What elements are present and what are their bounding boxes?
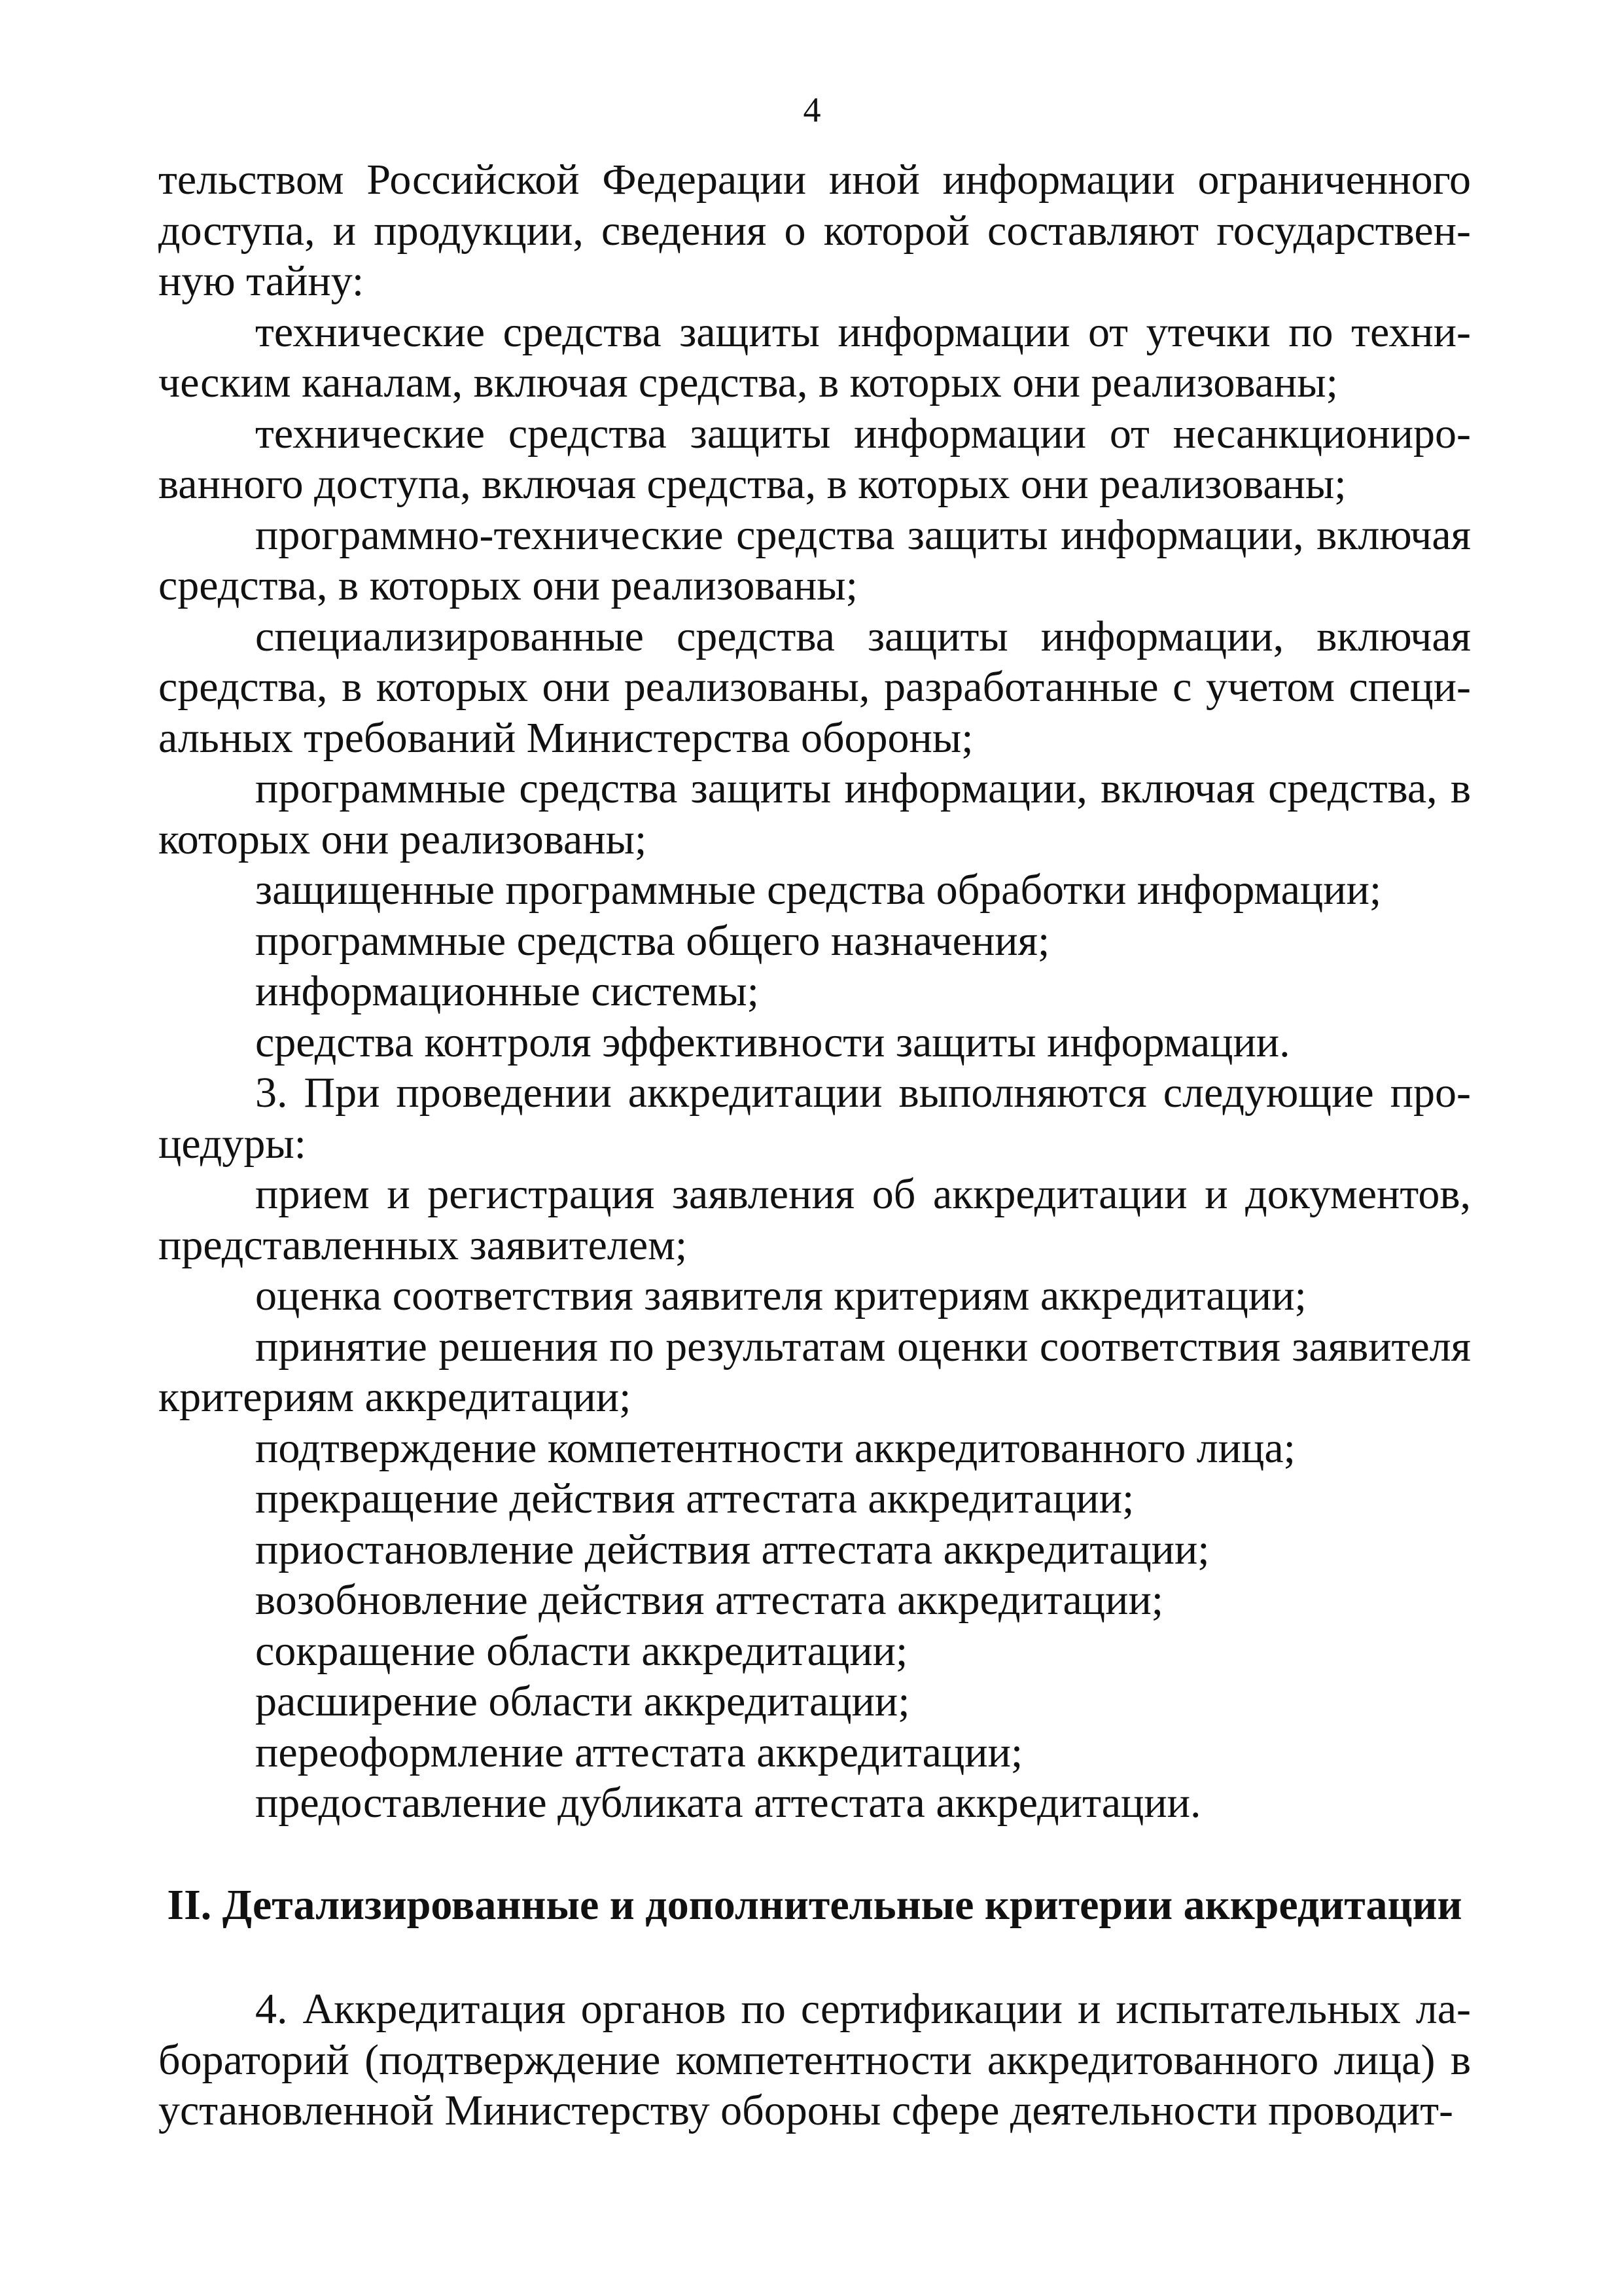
list-item: информационные системы;	[255, 967, 759, 1015]
list-item: технические средства защиты информации от утечки по техни-ческим каналам, включая средства, в которых они реализованы;	[158, 308, 1471, 406]
list-item: оценка соответствия заявителя критериям аккредитации;	[255, 1272, 1307, 1319]
list-item: возобновление действия аттестата аккредитации;	[255, 1576, 1164, 1624]
list-item: специализированные средства защиты информации, включая средства, в которых они реализованы, разработанные с учетом специ-альных требований Министерства обороны;	[158, 612, 1471, 762]
list-item: переоформление аттестата аккредитации;	[255, 1728, 1023, 1776]
paragraph-continuation: тельством Российской Федерации иной информации ограниченного доступа, и продукции, сведения о которой составляют государствен-ную тайну:	[158, 156, 1471, 305]
list-item: предоставление дубликата аттестата аккредитации.	[255, 1779, 1201, 1827]
document-body	[158, 154, 1471, 2136]
list-item: программно-технические средства защиты информации, включая средства, в которых они реализованы;	[158, 511, 1471, 609]
list-item: технические средства защиты информации от несанкциониро-ванного доступа, включая средства, в которых они реализованы;	[158, 409, 1471, 508]
page-number: 4	[803, 90, 821, 130]
section-heading: II. Детализированные и дополнительные критерии аккредитации	[167, 1880, 1462, 1929]
list-item: прекращение действия аттестата аккредитации;	[255, 1475, 1135, 1522]
list-item: средства контроля эффективности защиты информации.	[255, 1018, 1290, 1066]
list-item: расширение области аккредитации;	[255, 1677, 910, 1725]
numbered-paragraph: 4. Аккредитация органов по сертификации и испытательных ла-бораторий (подтверждение компетентности аккредитованного лица) в установленной Министерству обороны сфере деятельности проводит-	[158, 1985, 1471, 2134]
list-item: прием и регистрация заявления об аккредитации и документов, представленных заявителем;	[158, 1170, 1471, 1269]
list-item: программные средства защиты информации, включая средства, в которых они реализованы;	[158, 764, 1471, 863]
list-item: приостановление действия аттестата аккредитации;	[255, 1525, 1210, 1573]
list-item: подтверждение компетентности аккредитованного лица;	[255, 1424, 1296, 1472]
list-item: принятие решения по результатам оценки соответствия заявителя критериям аккредитации;	[158, 1322, 1471, 1421]
numbered-paragraph: 3. При проведении аккредитации выполняются следующие про-цедуры:	[158, 1069, 1471, 1168]
list-item: сокращение области аккредитации;	[255, 1626, 908, 1675]
list-item: защищенные программные средства обработки информации;	[255, 866, 1382, 914]
list-item: программные средства общего назначения;	[255, 916, 1050, 965]
